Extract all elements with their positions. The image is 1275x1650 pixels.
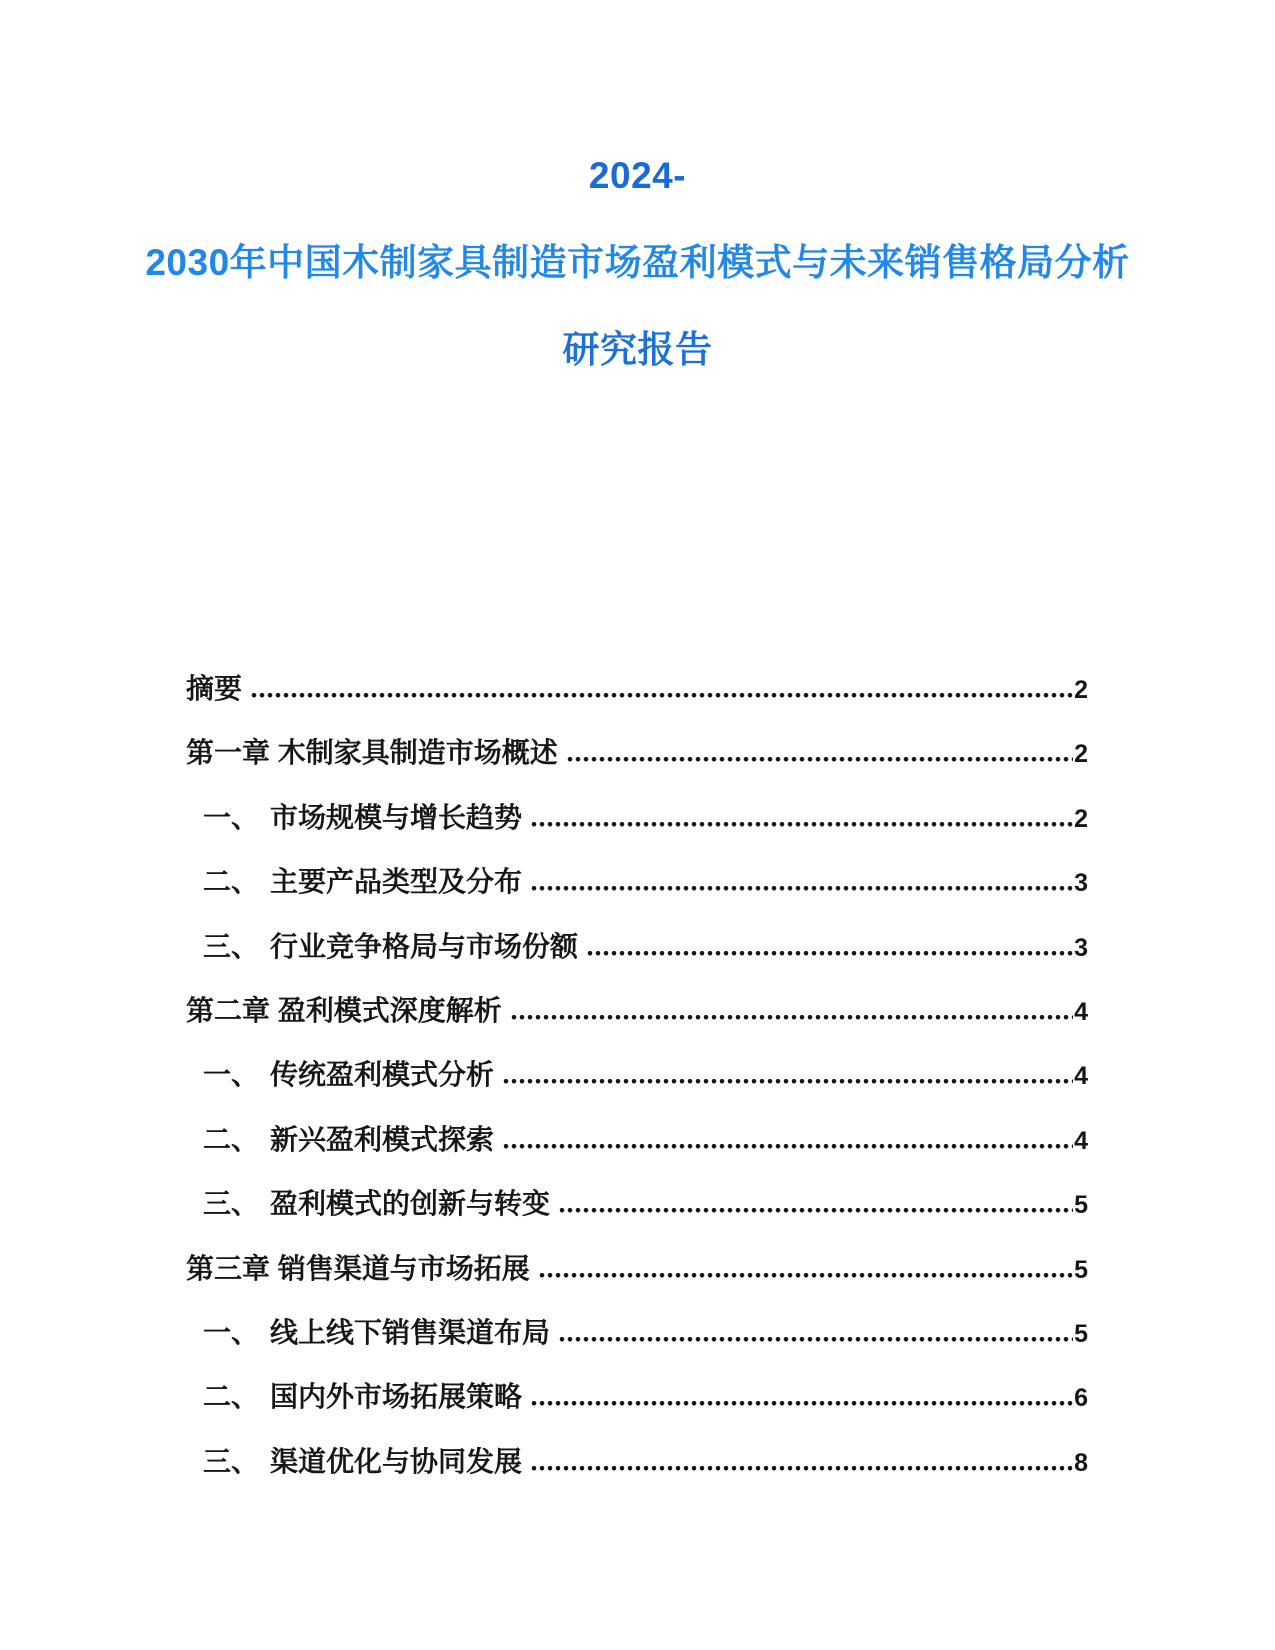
toc-entry <box>186 1108 1088 1172</box>
toc-entry-title: 摘要 <box>186 673 243 704</box>
toc-dotted-leader <box>538 1272 1073 1278</box>
toc-entry-title: 新兴盈利模式探索 <box>270 1123 495 1155</box>
toc-entry-page-number: 6 <box>1074 1384 1088 1413</box>
toc-entry-title: 第二章 盈利模式深度解析 <box>186 994 502 1026</box>
toc-entry-number: 一、 <box>203 1316 260 1348</box>
toc-entry-number: 一、 <box>203 1059 260 1091</box>
toc-entry-title: 第一章 木制家具制造市场概述 <box>186 737 558 769</box>
toc-entry-number: 三、 <box>203 930 260 962</box>
toc-entry-title: 盈利模式的创新与转变 <box>270 1188 551 1220</box>
toc-entry-title: 传统盈利模式分析 <box>270 1059 495 1091</box>
toc-entry-number: 二、 <box>203 1123 260 1155</box>
toc-entry <box>186 1172 1088 1236</box>
toc-entry-number: 二、 <box>203 1381 260 1413</box>
toc-entry <box>186 1301 1088 1365</box>
toc-entry-page-number: 8 <box>1074 1448 1088 1477</box>
toc-dotted-leader <box>502 1143 1073 1149</box>
toc-entry <box>186 1430 1088 1494</box>
toc-entry-title: 行业竞争格局与市场份额 <box>270 930 579 962</box>
report-title <box>0 132 1275 393</box>
toc-entry <box>186 721 1088 785</box>
toc-entry-number: 三、 <box>203 1445 260 1477</box>
toc-entry-title: 渠道优化与协同发展 <box>270 1445 523 1477</box>
toc-entry <box>186 786 1088 850</box>
toc-dotted-leader <box>586 950 1073 956</box>
toc-entry-page-number: 5 <box>1074 1191 1088 1220</box>
toc-entry <box>186 850 1088 914</box>
toc-entry <box>186 1043 1088 1107</box>
toc-entry-page-number: 4 <box>1074 997 1088 1026</box>
report-title-line-2: 2030年中国木制家具制造市场盈利模式与未来销售格局分析 <box>145 242 1130 283</box>
report-title-line-3: 研究报告 <box>562 329 713 370</box>
toc-dotted-leader <box>566 756 1073 762</box>
toc-entry-page-number: 4 <box>1074 1126 1088 1155</box>
toc-entry <box>186 657 1088 721</box>
table-of-contents <box>186 657 1088 1494</box>
toc-entry-number: 一、 <box>203 801 260 833</box>
toc-entry-title: 国内外市场拓展策略 <box>270 1381 523 1413</box>
toc-dotted-leader <box>250 692 1073 698</box>
toc-dotted-leader <box>502 1078 1073 1084</box>
toc-entry-number: 二、 <box>203 866 260 898</box>
toc-entry-page-number: 5 <box>1074 1255 1088 1284</box>
toc-entry-page-number: 2 <box>1074 740 1088 769</box>
toc-entry-title: 第三章 销售渠道与市场拓展 <box>186 1252 530 1284</box>
toc-dotted-leader <box>530 1465 1073 1471</box>
toc-entry-page-number: 3 <box>1074 869 1088 898</box>
toc-entry-title: 主要产品类型及分布 <box>270 866 523 898</box>
toc-entry <box>186 979 1088 1043</box>
toc-dotted-leader <box>558 1207 1073 1213</box>
toc-entry-page-number: 4 <box>1074 1062 1088 1091</box>
toc-entry-page-number: 5 <box>1074 1319 1088 1348</box>
toc-dotted-leader <box>530 1400 1073 1406</box>
toc-dotted-leader <box>558 1336 1073 1342</box>
toc-entry-page-number: 2 <box>1074 676 1088 704</box>
toc-entry-page-number: 2 <box>1074 804 1088 833</box>
toc-dotted-leader <box>510 1014 1073 1020</box>
toc-entry <box>186 915 1088 979</box>
toc-entry <box>186 1237 1088 1301</box>
toc-entry <box>186 1365 1088 1429</box>
toc-dotted-leader <box>530 885 1073 891</box>
toc-entry-title: 线上线下销售渠道布局 <box>270 1316 551 1348</box>
toc-entry-title: 市场规模与增长趋势 <box>270 801 523 833</box>
report-title-line-1: 2024- <box>588 155 687 196</box>
toc-entry-number: 三、 <box>203 1188 260 1220</box>
toc-entry-page-number: 3 <box>1074 933 1088 962</box>
toc-dotted-leader <box>530 821 1073 827</box>
